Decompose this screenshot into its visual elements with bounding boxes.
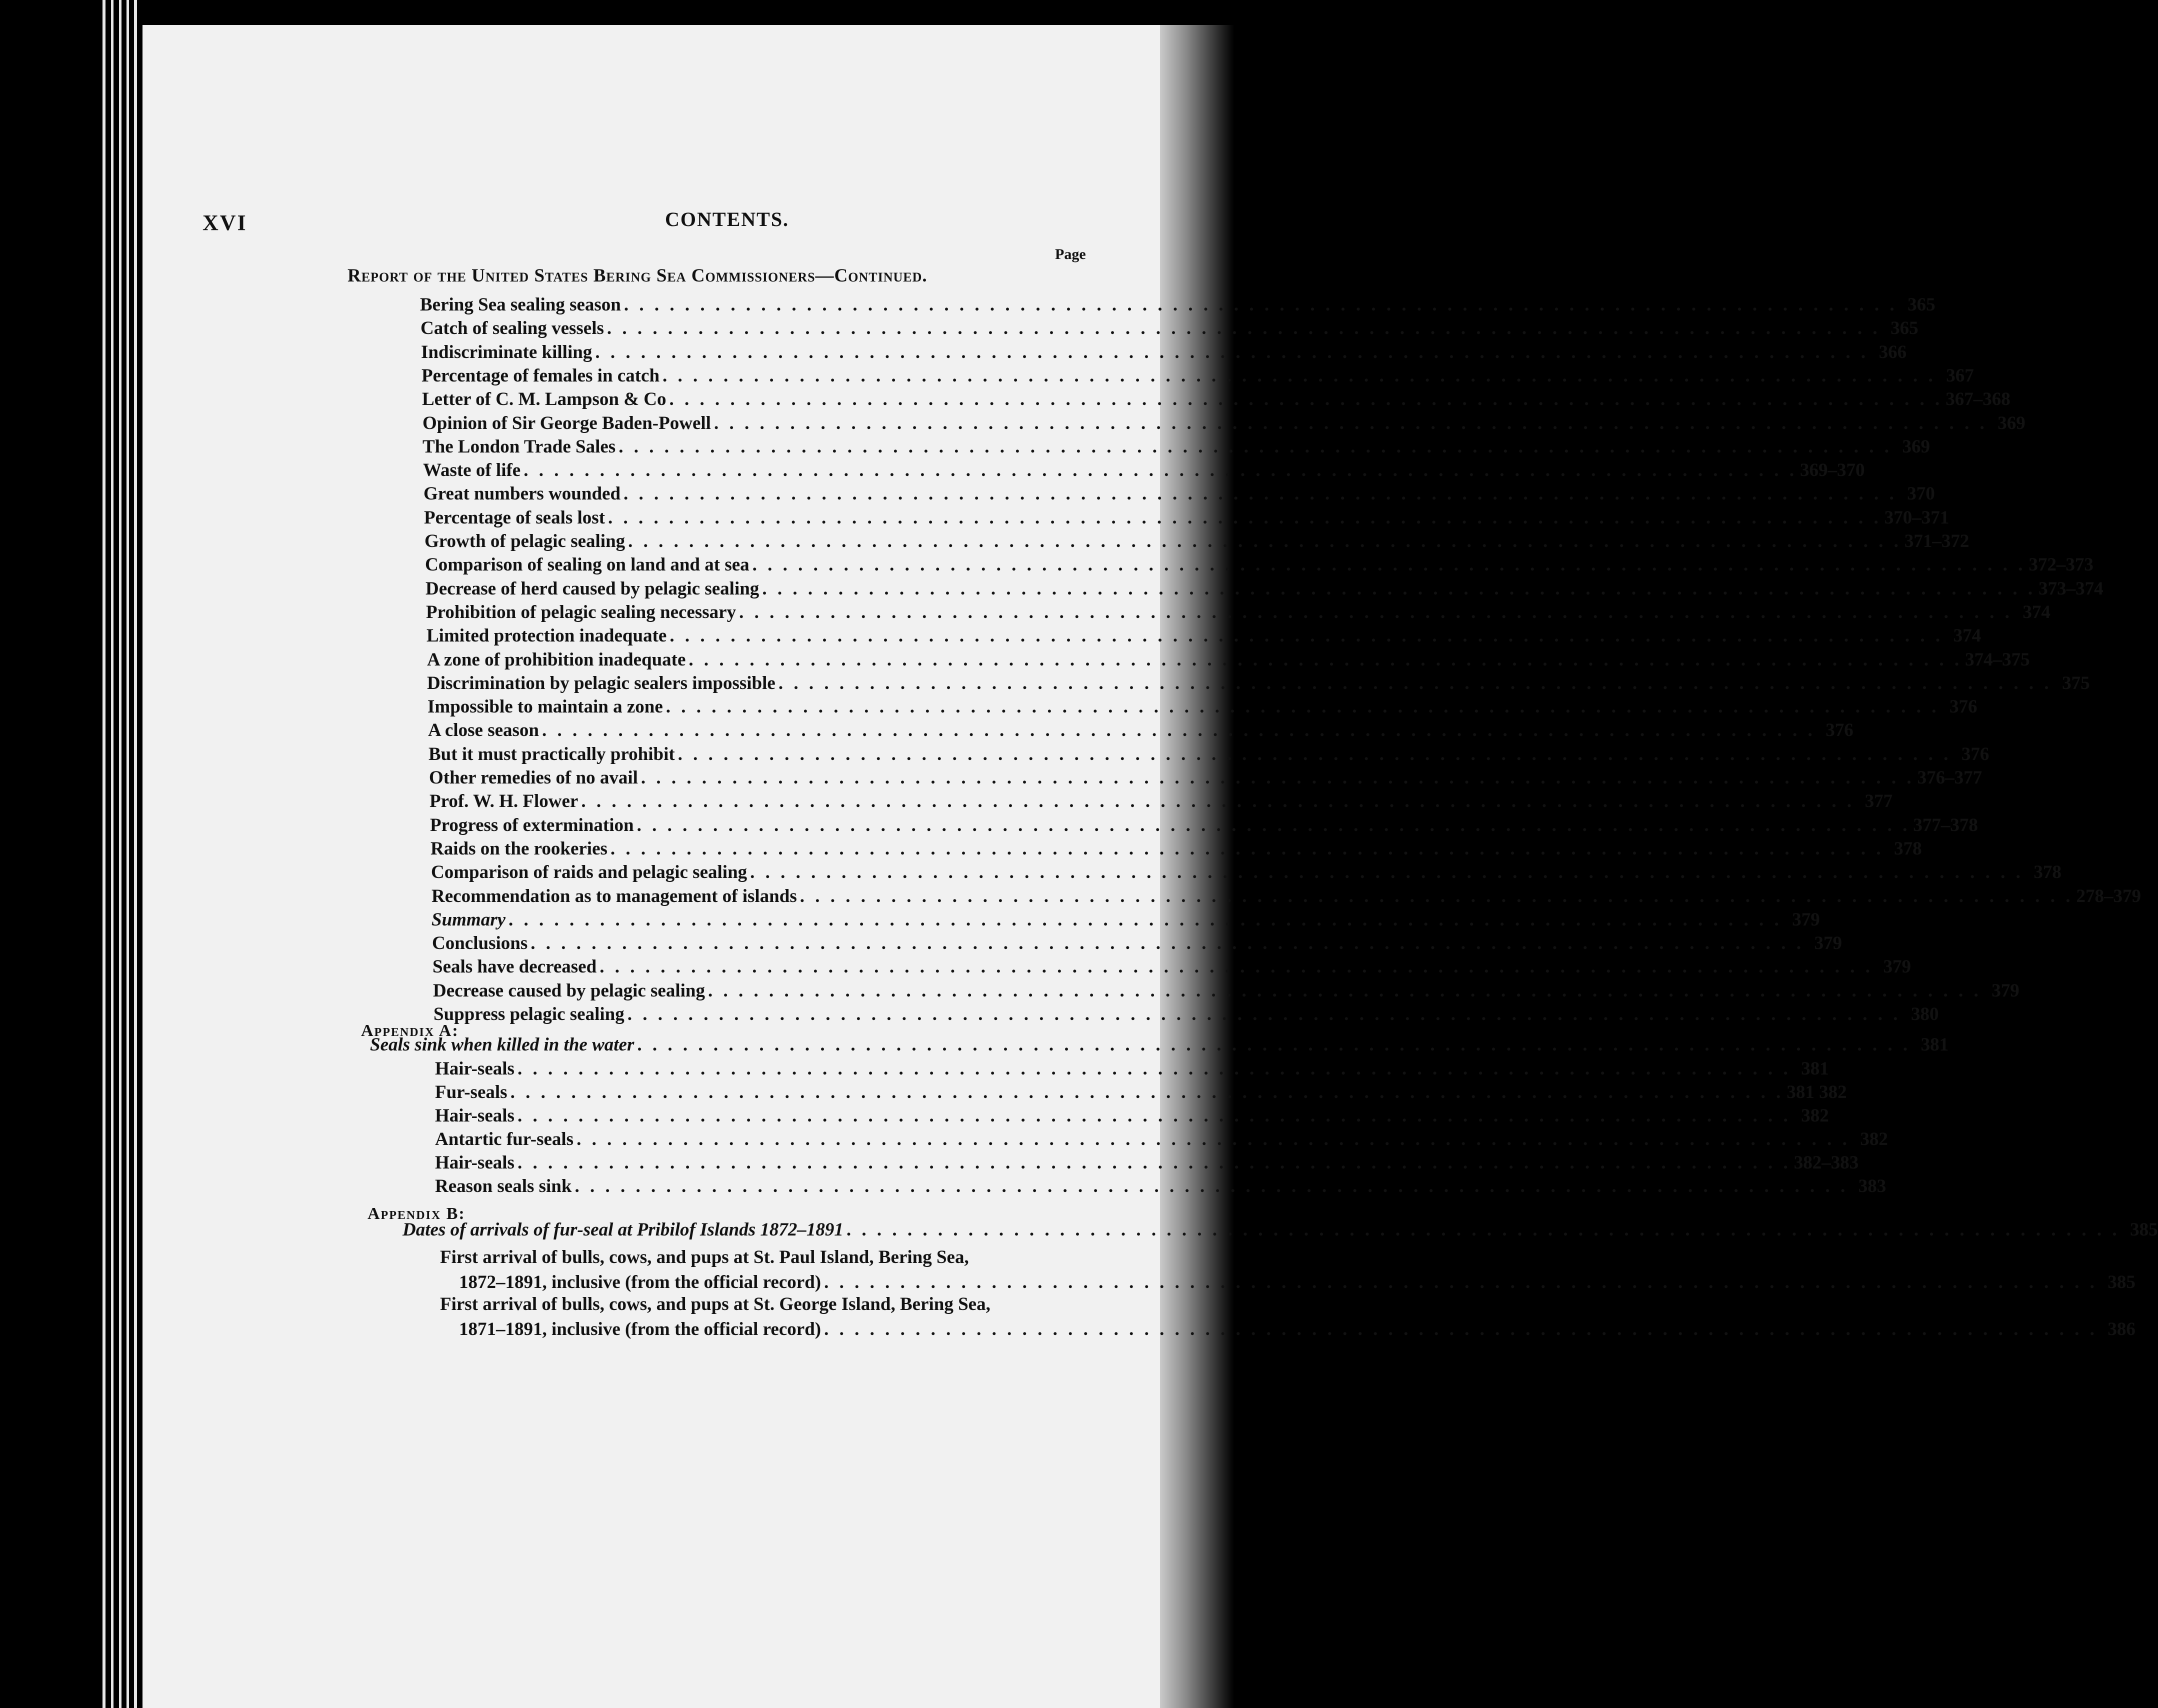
dot-leader: . . . . . . . . . . . . . . . . . . . . . . . . . . . . . . . . . . . . . . . . . . . . . . . . . . . . . . . . . . . . . . . . . . . . . . . . . . . . . . . . . . . . (517, 1152, 1791, 1173)
toc-entry-page: 378 (2034, 862, 2062, 882)
toc-entry (428, 696, 1978, 719)
toc-entry (430, 814, 1978, 838)
toc-entry-label: Summary (432, 910, 506, 930)
dot-leader: . . . . . . . . . . . . . . . . . . . . . . . . . . . . . . . . . . . . . . . . . . . . . . . . . . . . . . . . . . . . . . . . . . . . . . . . . . . . . . . . . . . . (688, 650, 1962, 670)
dot-leader: . . . . . . . . . . . . . . . . . . . . . . . . . . . . . . . . . . . . . . . . . . . . . . . . . . . . . . . . . . . . . . . . . . . . . . . . . . . . . . . . . . . . (714, 413, 1988, 434)
toc-entry (425, 554, 2094, 577)
toc-entry-page: 376 (1950, 696, 1978, 717)
toc-entry-page: 372–373 (2028, 554, 2094, 575)
toc-entry (422, 436, 1930, 459)
toc-entry (435, 1058, 1829, 1081)
toc-entry-label: Dates of arrivals of fur-seal at Pribilof Islands 1872–1891 (402, 1220, 844, 1240)
page-edge (102, 0, 106, 1708)
toc-entry-label: Decrease caused by pelagic sealing (433, 980, 705, 1001)
dot-leader: . . . . . . . . . . . . . . . . . . . . . . . . . . . . . . . . . . . . . . . . . . . . . . . . . . . . . . . . . . . . . . . . . . . . . . . . . . . . . . . . . . . . (627, 1004, 1901, 1024)
toc-entry-label: First arrival of bulls, cows, and pups at St. George Island, Bering Sea, (440, 1294, 990, 1314)
toc-entry (426, 578, 2104, 601)
toc-entry (432, 956, 1911, 979)
toc-entry-page: 385 (2130, 1220, 2158, 1240)
appendix-a-heading: Appendix A: (361, 1022, 459, 1040)
toc-entry-label: Raids on the rookeries (430, 838, 608, 859)
toc-entry-label: Prohibition of pelagic sealing necessary (426, 602, 736, 622)
toc-entry-page: 371–372 (1904, 531, 1970, 552)
toc-entry-page: 381 (1920, 1034, 1949, 1055)
toc-entry-page: 386 (2108, 1319, 2136, 1340)
dot-leader: . . . . . . . . . . . . . . . . . . . . . . . . . . . . . . . . . . . . . . . . . . . . . . . . . . . . . . . . . . . . . . . . . . . . . . . . . . . . . . . . . . . . (608, 508, 1882, 528)
toc-entry-label: Great numbers wounded (424, 484, 621, 504)
toc-entry-label: But it must practically prohibit (428, 744, 675, 764)
page-edge (119, 0, 122, 1708)
toc-entry-page: 385 (2108, 1272, 2136, 1292)
toc-entry-page: 379 (1992, 980, 2020, 1001)
toc-entry-label: Fur-seals (435, 1082, 508, 1102)
toc-entry-page: 365 (1908, 294, 1936, 315)
toc-entry (428, 720, 1854, 742)
dot-leader: . . . . . . . . . . . . . . . . . . . . . . . . . . . . . . . . . . . . . . . . . . . . . . . . . . . . . . . . . . . . . . . . . . . . . . . . . . . . . . . . . . . . (610, 838, 1884, 859)
dot-leader: . . . . . . . . . . . . . . . . . . . . . . . . . . . . . . . . . . . . . . . . . . . . . . . . . . . . . . . . . . . . . . . . . . . . . . . . . . . . . . . . . . . . (824, 1319, 2098, 1340)
toc-entry-label-cont: 1871–1891, inclusive (from the official record) (459, 1319, 822, 1340)
toc-entry (435, 1128, 1888, 1152)
toc-entry (430, 838, 1922, 861)
toc-entry-label: Seals sink when killed in the water (370, 1034, 634, 1055)
toc-entry-page: 383 (1858, 1176, 1886, 1196)
toc-entry-label: Discrimination by pelagic sealers impossible (427, 673, 776, 694)
toc-entry-label: Growth of pelagic sealing (424, 531, 626, 552)
toc-entry-label: Indiscriminate killing (421, 342, 592, 362)
toc-entry-page: 380 (1910, 1004, 1939, 1024)
toc-entry (428, 744, 1990, 766)
dot-leader: . . . . . . . . . . . . . . . . . . . . . . . . . . . . . . . . . . . . . . . . . . . . . . . . . . . . . . . . . . . . . . . . . . . . . . . . . . . . . . . . . . . . (517, 1106, 1791, 1126)
toc-entry-page: 379 (1883, 956, 1911, 977)
toc-entry (429, 767, 1982, 790)
toc-entry-label: First arrival of bulls, cows, and pups at St. Paul Island, Bering Sea, (440, 1247, 969, 1268)
page-title: CONTENTS. (665, 208, 790, 230)
toc-entry-page: 367 (1946, 366, 1974, 386)
toc-entry-label: Bering Sea sealing season (420, 294, 621, 315)
toc-entry-label: Hair-seals (435, 1058, 514, 1079)
toc-entry (432, 886, 2141, 908)
toc-entry-label: Catch of sealing vessels (420, 318, 604, 338)
toc-entry-multiline (440, 1292, 2136, 1342)
toc-entry-page: 374–375 (1965, 650, 2030, 670)
page-column-label: Page (1055, 246, 1086, 262)
dot-leader: . . . . . . . . . . . . . . . . . . . . . . . . . . . . . . . . . . . . . . . . . . . . . . . . . . . . . . . . . . . . . . . . . . . . . . . . . . . . . . . . . . . . (576, 1129, 1850, 1150)
toc-entry (427, 649, 2030, 672)
toc-entry (434, 1004, 1939, 1026)
dot-leader: . . . . . . . . . . . . . . . . . . . . . . . . . . . . . . . . . . . . . . . . . . . . . . . . . . . . . . . . . . . . . . . . . . . . . . . . . . . . . . . . . . . . (624, 484, 1897, 504)
dot-leader: . . . . . . . . . . . . . . . . . . . . . . . . . . . . . . . . . . . . . . . . . . . . . . . . . . . . . . . . . . . . . . . . . . . . . . . . . . . . . . . . . . . . (662, 366, 1936, 386)
toc-entry (424, 483, 1935, 506)
toc-entry (435, 1105, 1829, 1128)
toc-entry (370, 1034, 1949, 1057)
dot-leader: . . . . . . . . . . . . . . . . . . . . . . . . . . . . . . . . . . . . . . . . . . . . . . . . . . . . . . . . . . . . . . . . . . . . . . . . . . . . . . . . . . . . (574, 1176, 1848, 1196)
toc-entry-page: 370 (1907, 484, 1935, 504)
toc-entry (435, 1176, 1886, 1198)
toc-entry-label: Letter of C. M. Lampson & Co (422, 389, 666, 410)
toc-entry (432, 932, 1842, 956)
toc-entry (402, 1219, 2158, 1242)
dot-leader: . . . . . . . . . . . . . . . . . . . . . . . . . . . . . . . . . . . . . . . . . . . . . . . . . . . . . . . . . . . . . . . . . . . . . . . . . . . . . . . . . . . . (666, 696, 1940, 717)
dot-leader: . . . . . . . . . . . . . . . . . . . . . . . . . . . . . . . . . . . . . . . . . . . . . . . . . . . . . . . . . . . . . . . . . . . . . . . . . . . . . . . . . . . . (824, 1272, 2098, 1292)
dot-leader: . . . . . . . . . . . . . . . . . . . . . . . . . . . . . . . . . . . . . . . . . . . . . . . . . . . . . . . . . . . . . . . . . . . . . . . . . . . . . . . . . . . . (628, 531, 1902, 552)
dot-leader: . . . . . . . . . . . . . . . . . . . . . . . . . . . . . . . . . . . . . . . . . . . . . . . . . . . . . . . . . . . . . . . . . . . . . . . . . . . . . . . . . . . . (739, 602, 2012, 622)
toc-entry (431, 862, 2062, 884)
toc-entry-multiline (440, 1245, 2136, 1295)
toc-entry-label: Decrease of herd caused by pelagic sealing (426, 578, 760, 599)
toc-entry-page: 374 (2022, 602, 2050, 622)
toc-entry-page: 377 (1864, 791, 1893, 812)
dot-leader: . . . . . . . . . . . . . . . . . . . . . . . . . . . . . . . . . . . . . . . . . . . . . . . . . . . . . . . . . . . . . . . . . . . . . . . . . . . . . . . . . . . . (750, 862, 2024, 882)
toc-entry (424, 507, 1950, 530)
toc-entry (422, 365, 1974, 388)
dot-leader: . . . . . . . . . . . . . . . . . . . . . . . . . . . . . . . . . . . . . . . . . . . . . . . . . . . . . . . . . . . . . . . . . . . . . . . . . . . . . . . . . . . . (524, 460, 1797, 480)
toc-entry-page: 382 (1860, 1129, 1888, 1150)
toc-entry-label: Progress of extermination (430, 815, 634, 836)
dot-leader: . . . . . . . . . . . . . . . . . . . . . . . . . . . . . . . . . . . . . . . . . . . . . . . . . . . . . . . . . . . . . . . . . . . . . . . . . . . . . . . . . . . . (517, 1058, 1791, 1079)
toc-entry-page: 366 (1878, 342, 1907, 362)
toc-entry-page: 374 (1953, 626, 1982, 646)
dot-leader: . . . . . . . . . . . . . . . . . . . . . . . . . . . . . . . . . . . . . . . . . . . . . . . . . . . . . . . . . . . . . . . . . . . . . . . . . . . . . . . . . . . . (670, 626, 1944, 646)
toc-entry (432, 909, 1820, 932)
toc-entry-page: 365 (1890, 318, 1918, 338)
page-edge (126, 0, 129, 1708)
toc-entry-label: Waste of life (423, 460, 521, 480)
toc-entry-page: 369–370 (1800, 460, 1865, 480)
toc-entry (420, 294, 1936, 317)
dot-leader: . . . . . . . . . . . . . . . . . . . . . . . . . . . . . . . . . . . . . . . . . . . . . . . . . . . . . . . . . . . . . . . . . . . . . . . . . . . . . . . . . . . . (846, 1220, 2120, 1240)
dot-leader: . . . . . . . . . . . . . . . . . . . . . . . . . . . . . . . . . . . . . . . . . . . . . . . . . . . . . . . . . . . . . . . . . . . . . . . . . . . . . . . . . . . . (636, 815, 1910, 836)
toc-entry (427, 672, 2090, 696)
dot-leader: . . . . . . . . . . . . . . . . . . . . . . . . . . . . . . . . . . . . . . . . . . . . . . . . . . . . . . . . . . . . . . . . . . . . . . . . . . . . . . . . . . . . (640, 768, 1914, 788)
toc-entry (421, 342, 1907, 364)
toc-entry (426, 625, 1982, 648)
toc-entry-label: Suppress pelagic sealing (434, 1004, 624, 1024)
dot-leader: . . . . . . . . . . . . . . . . . . . . . . . . . . . . . . . . . . . . . . . . . . . . . . . . . . . . . . . . . . . . . . . . . . . . . . . . . . . . . . . . . . . . (600, 956, 1873, 977)
toc-entry-page: 382 (1801, 1106, 1829, 1126)
toc-entry-label: Recommendation as to management of islands (432, 886, 797, 906)
toc-entry-label: The London Trade Sales (422, 436, 616, 457)
dot-leader: . . . . . . . . . . . . . . . . . . . . . . . . . . . . . . . . . . . . . . . . . . . . . . . . . . . . . . . . . . . . . . . . . . . . . . . . . . . . . . . . . . . . (618, 436, 1892, 457)
dot-leader: . . . . . . . . . . . . . . . . . . . . . . . . . . . . . . . . . . . . . . . . . . . . . . . . . . . . . . . . . . . . . . . . . . . . . . . . . . . . . . . . . . . . (530, 933, 1804, 954)
toc-entry-label: Prof. W. H. Flower (430, 791, 578, 812)
toc-entry-page: 376 (1826, 720, 1854, 740)
toc-entry-label: Percentage of females in catch (422, 366, 660, 386)
toc-entry (422, 412, 2026, 436)
dot-leader: . . . . . . . . . . . . . . . . . . . . . . . . . . . . . . . . . . . . . . . . . . . . . . . . . . . . . . . . . . . . . . . . . . . . . . . . . . . . . . . . . . . . (508, 910, 1782, 930)
page-edge (134, 0, 137, 1708)
toc-entry-label: Comparison of sealing on land and at sea (425, 554, 750, 575)
toc-entry-label: Comparison of raids and pelagic sealing (431, 862, 748, 882)
toc-entry (426, 602, 2050, 624)
toc-entry-label: Conclusions (432, 933, 528, 954)
dot-leader: . . . . . . . . . . . . . . . . . . . . . . . . . . . . . . . . . . . . . . . . . . . . . . . . . . . . . . . . . . . . . . . . . . . . . . . . . . . . . . . . . . . . (762, 578, 2036, 599)
dot-leader: . . . . . . . . . . . . . . . . . . . . . . . . . . . . . . . . . . . . . . . . . . . . . . . . . . . . . . . . . . . . . . . . . . . . . . . . . . . . . . . . . . . . (606, 318, 1880, 338)
toc-entry-page: 382–383 (1794, 1152, 1859, 1173)
toc-entry-label-cont: 1872–1891, inclusive (from the official record) (459, 1272, 822, 1292)
toc-entry-label: Hair-seals (435, 1152, 514, 1173)
toc-entry (435, 1082, 1847, 1104)
toc-entry-label: Percentage of seals lost (424, 508, 606, 528)
dot-leader: . . . . . . . . . . . . . . . . . . . . . . . . . . . . . . . . . . . . . . . . . . . . . . . . . . . . . . . . . . . . . . . . . . . . . . . . . . . . . . . . . . . . (778, 673, 2052, 694)
dot-leader: . . . . . . . . . . . . . . . . . . . . . . . . . . . . . . . . . . . . . . . . . . . . . . . . . . . . . . . . . . . . . . . . . . . . . . . . . . . . . . . . . . . . (708, 980, 1982, 1001)
appendix-b-heading: Appendix B: (368, 1204, 466, 1223)
toc-entry-page: 377–378 (1913, 815, 1978, 836)
folio-number: XVI (202, 210, 248, 235)
dot-leader: . . . . . . . . . . . . . . . . . . . . . . . . . . . . . . . . . . . . . . . . . . . . . . . . . . . . . . . . . . . . . . . . . . . . . . . . . . . . . . . . . . . . (752, 554, 2026, 575)
toc-entry-label: Seals have decreased (432, 956, 597, 977)
toc-entry (420, 318, 1918, 340)
toc-entry (435, 1152, 1859, 1175)
toc-entry-page: 373–374 (2038, 578, 2104, 599)
toc-entry-page: 370–371 (1884, 508, 1950, 528)
toc-entry-page: 378 (1894, 838, 1922, 859)
dot-leader: . . . . . . . . . . . . . . . . . . . . . . . . . . . . . . . . . . . . . . . . . . . . . . . . . . . . . . . . . . . . . . . . . . . . . . . . . . . . . . . . . . . . (678, 744, 1952, 764)
dot-leader: . . . . . . . . . . . . . . . . . . . . . . . . . . . . . . . . . . . . . . . . . . . . . . . . . . . . . . . . . . . . . . . . . . . . . . . . . . . . . . . . . . . . (581, 791, 1855, 812)
toc-entry-label: Antartic fur-seals (435, 1129, 574, 1150)
toc-entry-page: 375 (2062, 673, 2090, 694)
dot-leader: . . . . . . . . . . . . . . . . . . . . . . . . . . . . . . . . . . . . . . . . . . . . . . . . . . . . . . . . . . . . . . . . . . . . . . . . . . . . . . . . . . . . (637, 1034, 1911, 1055)
dot-leader: . . . . . . . . . . . . . . . . . . . . . . . . . . . . . . . . . . . . . . . . . . . . . . . . . . . . . . . . . . . . . . . . . . . . . . . . . . . . . . . . . . . . (800, 886, 2074, 906)
toc-entry (423, 460, 1865, 482)
dot-leader: . . . . . . . . . . . . . . . . . . . . . . . . . . . . . . . . . . . . . . . . . . . . . . . . . . . . . . . . . . . . . . . . . . . . . . . . . . . . . . . . . . . . (669, 389, 1943, 410)
toc-entry (424, 530, 1970, 554)
section-heading: Report of the United States Bering Sea Commissioners—Continued. (348, 266, 928, 286)
toc-entry-label: A close season (428, 720, 539, 740)
toc-entry-page: 379 (1792, 910, 1820, 930)
toc-entry-label: Other remedies of no avail (429, 768, 638, 788)
toc-entry-page: 381 382 (1786, 1082, 1847, 1102)
toc-entry-page: 376–377 (1917, 768, 1982, 788)
dot-leader: . . . . . . . . . . . . . . . . . . . . . . . . . . . . . . . . . . . . . . . . . . . . . . . . . . . . . . . . . . . . . . . . . . . . . . . . . . . . . . . . . . . . (624, 294, 1898, 315)
dot-leader: . . . . . . . . . . . . . . . . . . . . . . . . . . . . . . . . . . . . . . . . . . . . . . . . . . . . . . . . . . . . . . . . . . . . . . . . . . . . . . . . . . . . (542, 720, 1816, 740)
toc-entry (433, 980, 2020, 1003)
dot-leader: . . . . . . . . . . . . . . . . . . . . . . . . . . . . . . . . . . . . . . . . . . . . . . . . . . . . . . . . . . . . . . . . . . . . . . . . . . . . . . . . . . . . (510, 1082, 1784, 1102)
toc-entry-page: 369 (1998, 413, 2026, 434)
toc-entry-page: 376 (1961, 744, 1990, 764)
toc-entry-label: Hair-seals (435, 1106, 514, 1126)
toc-entry-label: Impossible to maintain a zone (428, 696, 663, 717)
toc-entry-page: 381 (1801, 1058, 1829, 1079)
toc-entry-page: 369 (1902, 436, 1930, 457)
toc-entry-page: 367–368 (1946, 389, 2010, 410)
toc-entry-page: 278–379 (2076, 886, 2141, 906)
toc-entry-label: A zone of prohibition inadequate (427, 650, 686, 670)
page-edge (111, 0, 114, 1708)
toc-entry-label: Limited protection inadequate (426, 626, 667, 646)
toc-entry (422, 388, 2010, 412)
toc-entry-page: 379 (1814, 933, 1842, 954)
toc-entry (430, 790, 1893, 814)
dot-leader: . . . . . . . . . . . . . . . . . . . . . . . . . . . . . . . . . . . . . . . . . . . . . . . . . . . . . . . . . . . . . . . . . . . . . . . . . . . . . . . . . . . . (595, 342, 1869, 362)
toc-entry-label: Opinion of Sir George Baden-Powell (422, 413, 711, 434)
toc-entry-label: Reason seals sink (435, 1176, 572, 1196)
